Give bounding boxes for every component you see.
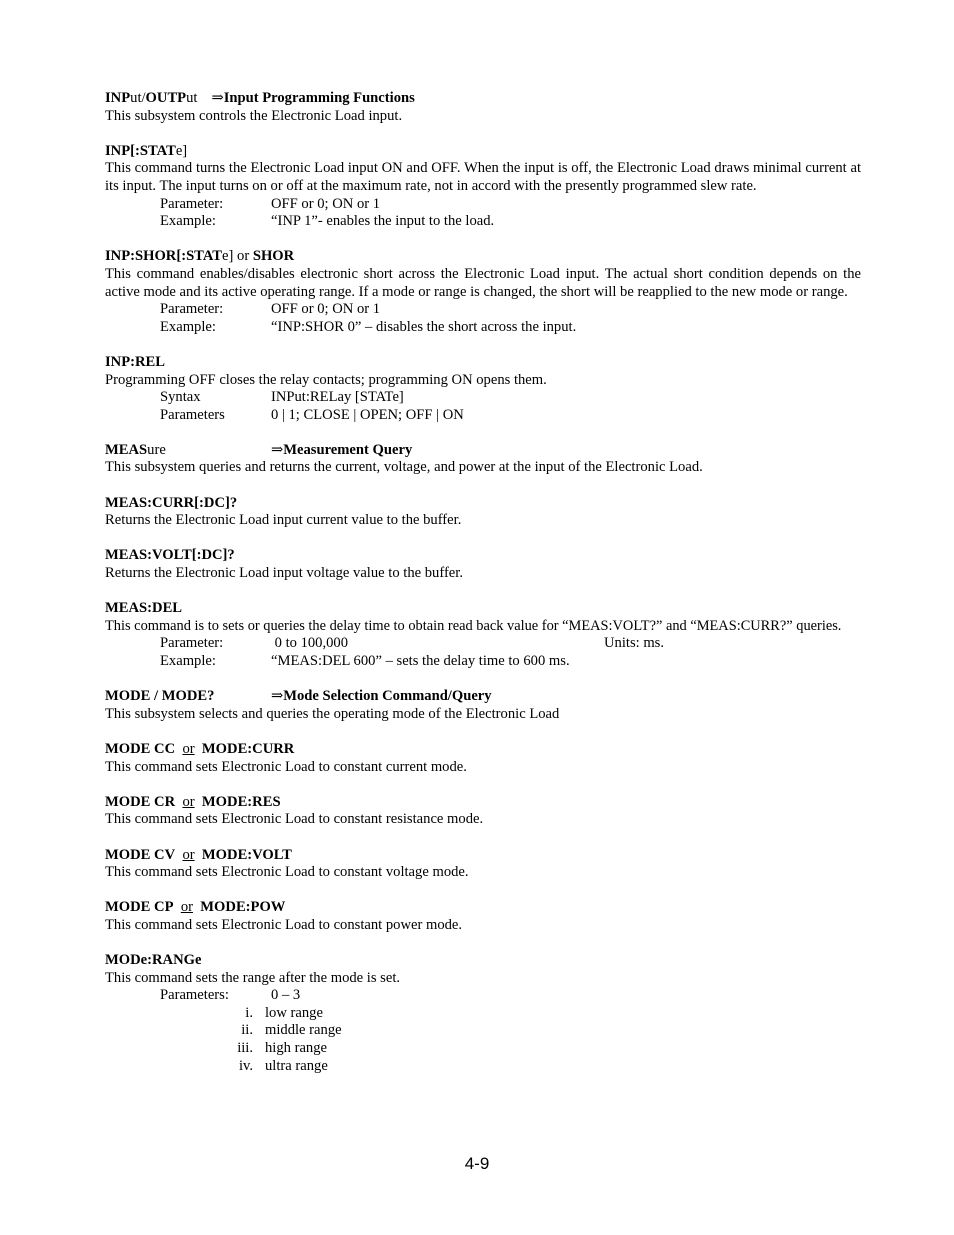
section-heading: Measurement Query	[283, 441, 413, 458]
arrow-icon: ⇒	[271, 688, 284, 705]
command-description: This command sets Electronic Load to constant voltage mode.	[105, 864, 469, 881]
command-description: This command enables/disables electronic short across the Electronic Load input. The actual short condition depends on the active mode and its active operating range. If a mode or range is changed, the short will be reapplied to the new mode or range.	[105, 265, 861, 300]
command-description: Returns the Electronic Load input voltage value to the buffer.	[105, 565, 463, 582]
parameter-row: Parameter: OFF or 0; ON or 1	[160, 195, 381, 212]
command-heading: MEAS:CURR[:DC]?	[105, 494, 238, 511]
command-heading: MEAS:DEL	[105, 600, 183, 617]
example-row: Example: “INP:SHOR 0” – disables the short across the input.	[160, 318, 577, 335]
command-description: This command turns the Electronic Load input ON and OFF. When the input is off, the Electronic Load draws minimal current at its input. The input turns on or off at the maximum rate, not in accord with the presently programmed slew rate.	[105, 160, 861, 194]
command-heading: MODE CR or MODE:RES	[105, 793, 281, 810]
measure-section-title: MEASure ⇒Measurement Query	[105, 441, 413, 458]
command-heading: INP:REL	[105, 353, 165, 370]
command-heading: INP:SHOR[:STATe] or SHOR	[105, 248, 295, 265]
units-label: Units: ms.	[604, 635, 665, 652]
command-description: Programming OFF closes the relay contacts; programming ON opens them.	[105, 371, 547, 388]
mode-section-title: MODE / MODE? ⇒Mode Selection Command/Query	[105, 688, 492, 705]
command-heading: MODE CV or MODE:VOLT	[105, 846, 292, 863]
parameter-row: Parameter: 0 to 100,000 Units: ms.	[160, 635, 665, 652]
list-item: iv. ultra range	[238, 1057, 328, 1074]
command-heading: MODE CP or MODE:POW	[105, 899, 286, 916]
section-description: This subsystem controls the Electronic Load input.	[105, 107, 403, 124]
arrow-icon: ⇒	[211, 90, 224, 106]
list-item: iii. high range	[237, 1040, 328, 1057]
parameter-row: Parameter: OFF or 0; ON or 1	[160, 301, 381, 318]
command-description: This command sets Electronic Load to constant resistance mode.	[105, 811, 484, 828]
syntax-row: Syntax INPut:RELay [STATe]	[160, 389, 404, 406]
command-description: This command sets Electronic Load to constant power mode.	[105, 916, 463, 933]
arrow-icon: ⇒	[271, 441, 284, 458]
section-description: This subsystem queries and returns the current, voltage, and power at the input of the Electronic Load.	[105, 459, 703, 476]
command-description: Returns the Electronic Load input current value to the buffer.	[105, 512, 462, 529]
parameters-row: Parameters 0 | 1; CLOSE | OPEN; OFF | ON	[160, 406, 464, 423]
command-description: This command is to sets or queries the delay time to obtain read back value for “MEAS:VOLT?” and “MEAS:CURR?” queries.	[105, 617, 842, 634]
document-page	[105, 90, 861, 1075]
command-description: This command sets the range after the mode is set.	[105, 969, 401, 986]
list-item: i. low range	[245, 1004, 323, 1021]
section-heading: Mode Selection Command/Query	[283, 688, 492, 705]
parameters-row: Parameters: 0 – 3	[160, 987, 301, 1004]
input-section-title: INPut/OUTPut ⇒Input Programming Functions	[105, 90, 415, 106]
command-heading: INP[:STATe]	[105, 142, 188, 159]
page-number: 4-9	[464, 1154, 490, 1173]
list-item: ii. middle range	[241, 1022, 342, 1039]
command-description: This command sets Electronic Load to constant current mode.	[105, 758, 467, 775]
command-heading: MEAS:VOLT[:DC]?	[105, 547, 235, 564]
example-row: Example: “MEAS:DEL 600” – sets the delay time to 600 ms.	[160, 653, 570, 669]
section-description: This subsystem selects and queries the operating mode of the Electronic Load	[105, 705, 560, 722]
command-heading: MODe:RANGe	[105, 952, 202, 969]
command-heading: MODE CC or MODE:CURR	[105, 740, 295, 757]
example-row: Example: “INP 1”- enables the input to the load.	[160, 213, 495, 230]
section-heading: Input Programming Functions	[223, 90, 415, 106]
